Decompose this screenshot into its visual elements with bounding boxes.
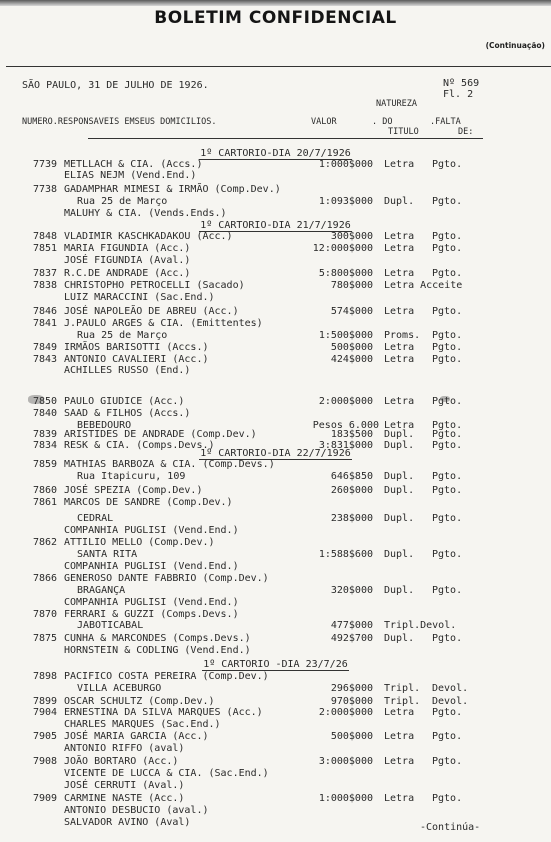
entry-name: ERNESTINA DA SILVA MARQUES (Acc.) xyxy=(64,707,263,718)
entry-number: 7870 xyxy=(33,609,58,620)
table-row xyxy=(0,459,551,471)
entry-name: IRMÃOS BARISOTTI (Accs.) xyxy=(64,342,209,353)
table-row xyxy=(0,440,551,452)
entry-name: Rua 25 de Março xyxy=(77,330,168,341)
entry-reason: Pgto. xyxy=(432,731,463,742)
entry-number: 7899 xyxy=(33,696,58,707)
entry-reason: Devol. xyxy=(432,696,469,707)
document-title: BOLETIM CONFIDENCIAL xyxy=(154,8,397,28)
entry-name: CHRISTOPHO PETROCELLI (Sacado) xyxy=(64,280,245,291)
entry-name: VLADIMIR KASCHKADAKOU (Acc.) xyxy=(64,231,233,242)
entry-title-type: Dupl. xyxy=(384,585,415,596)
entry-name: ANTONIO DESBUCIO (aval.) xyxy=(64,805,209,816)
table-row xyxy=(0,243,551,255)
entry-number: 7898 xyxy=(33,671,58,682)
table-row xyxy=(0,497,551,509)
entry-name: BRAGANÇA xyxy=(77,585,126,596)
entry-number: 7909 xyxy=(33,793,58,804)
entry-name: JOSÉ FIGUNDIA (Aval.) xyxy=(64,255,191,266)
entry-name: CHARLES MARQUES (Sac.End.) xyxy=(64,719,221,730)
table-row xyxy=(0,645,551,657)
entry-reason: Pgto. xyxy=(432,440,463,451)
entry-number: 7840 xyxy=(33,408,58,419)
entry-name: CUNHA & MARCONDES (Comps.Devs.) xyxy=(64,633,251,644)
entry-title-type: Tripl.Devol. xyxy=(384,620,457,631)
section-header-text: 1º CARTORIO-DIA 20/7/1926 xyxy=(200,148,351,159)
document-number xyxy=(443,78,479,100)
entry-value: 300$000 xyxy=(330,231,373,242)
entry-name: SANTA RITA xyxy=(77,549,138,560)
columns-divider xyxy=(88,138,483,139)
table-row xyxy=(0,525,551,537)
entry-reason: Pgto. xyxy=(432,330,463,341)
entry-value: 646$850 xyxy=(330,471,373,482)
entry-value: 2:000$000 xyxy=(318,396,373,407)
scan-edge xyxy=(0,0,551,6)
continuation-label: (Continuação) xyxy=(485,41,545,50)
entry-title-type: Letra xyxy=(384,731,415,742)
table-row xyxy=(0,184,551,196)
entry-reason: Pgto. xyxy=(432,549,463,560)
table-row xyxy=(0,671,551,683)
header-divider xyxy=(6,66,551,67)
entry-value: 320$000 xyxy=(330,585,373,596)
entry-title-type: Tripl. xyxy=(384,683,421,694)
table-row xyxy=(0,292,551,304)
entry-value: 1:093$000 xyxy=(318,196,373,207)
entry-value: 970$000 xyxy=(330,696,373,707)
entry-value: 1:000$000 xyxy=(318,793,373,804)
entry-name: JOÃO BORTARO (Acc.) xyxy=(64,756,179,767)
table-row xyxy=(0,471,551,483)
entry-title-type: Letra xyxy=(384,306,415,317)
entry-name: ATTILIO MELLO (Comp.Dev.) xyxy=(64,537,215,548)
entry-title-type: Letra xyxy=(384,243,415,254)
entry-name: MARCOS DE SANDRE (Comp.Dev.) xyxy=(64,497,233,508)
entry-number: 7739 xyxy=(33,159,58,170)
entry-value: 238$000 xyxy=(330,513,373,524)
table-row xyxy=(0,743,551,755)
entry-name: JABOTICABAL xyxy=(77,620,144,631)
entry-name: BEBEDOURO xyxy=(77,420,132,431)
entry-title-type: Letra xyxy=(384,354,415,365)
bulletin-number: Nº 569 xyxy=(443,78,480,89)
entry-number: 7904 xyxy=(33,707,58,718)
entry-number: 7851 xyxy=(33,243,58,254)
table-row xyxy=(0,633,551,645)
entry-number: 7839 xyxy=(33,429,58,440)
entry-title-type: Letra xyxy=(384,159,415,170)
table-row xyxy=(0,731,551,743)
table-row xyxy=(0,793,551,805)
table-row xyxy=(0,231,551,243)
entry-name: PACIFICO COSTA PEREIRA (Comp.Dev.) xyxy=(64,671,269,682)
entry-value: 3:000$000 xyxy=(318,756,373,767)
table-row xyxy=(0,805,551,817)
entry-title-type: Dupl. xyxy=(384,440,415,451)
table-row xyxy=(0,585,551,597)
entry-number: 7849 xyxy=(33,342,58,353)
entry-reason: Pgto. xyxy=(432,420,463,431)
entry-name: VICENTE DE LUCCA & CIA. (Sac.End.) xyxy=(64,768,269,779)
entry-reason: Pgto. xyxy=(432,585,463,596)
entry-name: HORNSTEIN & CODLING (Vend.End.) xyxy=(64,645,251,656)
entry-reason: Pgto. xyxy=(432,793,463,804)
col-numero-responsaveis: NUMERO.RESPONSAVEIS EMSEUS DOMICILIOS. xyxy=(22,117,217,127)
entry-reason: Pgto. xyxy=(432,485,463,496)
entry-value: 574$000 xyxy=(330,306,373,317)
section-header-text: 1º CARTORIO-DIA 22/7/1926 xyxy=(200,448,351,459)
entry-reason: Pgto. xyxy=(432,306,463,317)
entry-reason: Pgto. xyxy=(432,633,463,644)
table-row xyxy=(0,330,551,342)
table-row xyxy=(0,683,551,695)
table-row xyxy=(0,620,551,632)
entry-title-type: Letra xyxy=(384,396,415,407)
section-header-text: 1º CARTORIO-DIA 21/7/1926 xyxy=(200,220,351,231)
entry-number: 7860 xyxy=(33,485,58,496)
entry-name: METLLACH & CIA. (Accs.) xyxy=(64,159,203,170)
entry-value: Pesos 6.000 xyxy=(312,420,379,431)
table-row xyxy=(0,342,551,354)
entry-value: 296$000 xyxy=(330,683,373,694)
entry-number: 7837 xyxy=(33,268,58,279)
ink-smudge xyxy=(440,396,450,402)
entry-name: JOSÉ SPEZIA (Comp.Dev.) xyxy=(64,485,203,496)
entry-name: OSCAR SCHULTZ (Comp.Dev.) xyxy=(64,696,215,707)
entry-name: J.PAULO ARGES & CIA. (Emittentes) xyxy=(64,318,263,329)
entry-name: ELIAS NEJM (Vend.End.) xyxy=(64,170,197,181)
entry-number: 7905 xyxy=(33,731,58,742)
entry-number: 7908 xyxy=(33,756,58,767)
table-row xyxy=(0,719,551,731)
col-natureza-1: NATUREZA xyxy=(376,99,417,109)
col-natureza-2: . DO xyxy=(372,117,393,127)
entry-name: COMPANHIA PUGLISI (Vend.End.) xyxy=(64,525,239,536)
table-row xyxy=(0,707,551,719)
entry-title-type: Letra xyxy=(384,793,415,804)
entry-title-type: Letra xyxy=(384,342,415,353)
entry-reason: Pgto. xyxy=(432,513,463,524)
table-row xyxy=(0,365,551,377)
section-header-text: 1º CARTORIO -DIA 23/7/26 xyxy=(203,659,348,670)
table-row xyxy=(0,485,551,497)
entry-value: 780$000 xyxy=(330,280,373,291)
entry-reason: Pgto. xyxy=(432,243,463,254)
entry-name: SAAD & FILHOS (Accs.) xyxy=(64,408,191,419)
entry-number: 7846 xyxy=(33,306,58,317)
entry-value: 260$000 xyxy=(330,485,373,496)
entry-name: R.C.DE ANDRADE (Acc.) xyxy=(64,268,191,279)
table-row xyxy=(0,255,551,267)
entry-number: 7841 xyxy=(33,318,58,329)
entry-title-type: Letra xyxy=(384,231,415,242)
entry-value: 424$000 xyxy=(330,354,373,365)
entry-title-type: Dupl. xyxy=(384,549,415,560)
entry-title-type: Proms. xyxy=(384,330,421,341)
table-row xyxy=(0,513,551,525)
table-row xyxy=(0,537,551,549)
entry-name: PAULO GIUDICE (Acc.) xyxy=(64,396,185,407)
entry-name: MATHIAS BARBOZA & CIA. (Comp.Devs.) xyxy=(64,459,275,470)
table-row xyxy=(0,597,551,609)
entry-reason: Pgto. xyxy=(432,196,463,207)
table-row xyxy=(0,408,551,420)
entry-name: CEDRAL xyxy=(77,513,114,524)
entry-name: FERRARI & GUZZI (Comps.Devs.) xyxy=(64,609,239,620)
entry-number: 7848 xyxy=(33,231,58,242)
entry-title-type: Letra xyxy=(384,707,415,718)
col-valor: VALOR xyxy=(311,117,337,127)
entry-value: 1:500$000 xyxy=(318,330,373,341)
entry-title-type: Letra xyxy=(384,268,415,279)
entry-title-type: Letra xyxy=(384,420,415,431)
entry-value: 1:588$600 xyxy=(318,549,373,560)
entry-name: LUIZ MARACCINI (Sac.End.) xyxy=(64,292,215,303)
table-row xyxy=(0,573,551,585)
entry-value: 1:000$000 xyxy=(318,159,373,170)
entry-title-type: Tripl. xyxy=(384,696,421,707)
col-natureza-3: TITULO xyxy=(388,127,419,137)
table-row xyxy=(0,561,551,573)
entry-name: SALVADOR AVINO (Aval) xyxy=(64,817,191,828)
entry-value: 12:000$000 xyxy=(312,243,373,254)
entry-number: 7875 xyxy=(33,633,58,644)
entry-value: 183$500 xyxy=(330,429,373,440)
entry-title-type: Dupl. xyxy=(384,429,415,440)
date-line: SÃO PAULO, 31 DE JULHO DE 1926. xyxy=(22,80,209,91)
entry-reason: Devol. xyxy=(432,683,469,694)
col-falta-1: .FALTA xyxy=(430,117,461,127)
table-row xyxy=(0,196,551,208)
entry-value: 477$000 xyxy=(330,620,373,631)
entry-name: MARIA FIGUNDIA (Acc.) xyxy=(64,243,191,254)
entry-name: JOSÉ CERRUTI (Aval.) xyxy=(64,780,185,791)
table-row xyxy=(0,768,551,780)
table-row xyxy=(0,306,551,318)
entry-title-type: Dupl. xyxy=(384,471,415,482)
entry-number: 7838 xyxy=(33,280,58,291)
ink-smudge xyxy=(28,395,44,404)
entry-title-type: Dupl. xyxy=(384,485,415,496)
entry-number: 7834 xyxy=(33,440,58,451)
entry-title-type: Dupl. xyxy=(384,633,415,644)
entry-name: VILLA ACEBURGO xyxy=(77,683,162,694)
entry-name: JOSÉ NAPOLEÃO DE ABREU (Acc.) xyxy=(64,306,239,317)
entry-number: 7866 xyxy=(33,573,58,584)
entry-reason: Pgto. xyxy=(432,342,463,353)
table-row xyxy=(0,756,551,768)
entry-number: 7862 xyxy=(33,537,58,548)
entry-name: ARISTIDES DE ANDRADE (Comp.Dev.) xyxy=(64,429,257,440)
entry-name: Rua Itapicuru, 109 xyxy=(77,471,186,482)
entry-reason: Pgto. xyxy=(432,159,463,170)
table-row xyxy=(0,780,551,792)
entry-name: CARMINE NASTE (Acc.) xyxy=(64,793,185,804)
entry-number: 7859 xyxy=(33,459,58,470)
entry-name: COMPANHIA PUGLISI (Vend.End.) xyxy=(64,561,239,572)
entry-reason: Pgto. xyxy=(432,268,463,279)
entry-reason: Pgto. xyxy=(432,231,463,242)
table-row xyxy=(0,280,551,292)
entry-value: 2:000$000 xyxy=(318,707,373,718)
entry-value: 500$000 xyxy=(330,731,373,742)
entry-number: 7843 xyxy=(33,354,58,365)
entry-reason: Pgto. xyxy=(432,707,463,718)
entry-name: ANTONIO CAVALIERI (Acc.) xyxy=(64,354,209,365)
entry-name: GENEROSO DANTE FABBRIO (Comp.Dev.) xyxy=(64,573,269,584)
entry-reason: Pgto. xyxy=(432,354,463,365)
entry-reason: Pgto. xyxy=(432,471,463,482)
entry-title-type: Letra xyxy=(384,756,415,767)
table-row xyxy=(0,549,551,561)
table-row xyxy=(0,170,551,182)
entry-value: 492$700 xyxy=(330,633,373,644)
table-row xyxy=(0,396,551,408)
entry-name: Rua 25 de Março xyxy=(77,196,168,207)
table-row xyxy=(0,318,551,330)
entry-title-type: Letra Acceite xyxy=(384,280,463,291)
entry-number: 7850 xyxy=(33,396,58,407)
entry-title-type: Dupl. xyxy=(384,196,415,207)
sheet-number: Fl. 2 xyxy=(443,89,474,100)
entry-value: 3:831$000 xyxy=(318,440,373,451)
entry-name: ANTONIO RIFFO (aval) xyxy=(64,743,185,754)
entry-name: COMPANHIA PUGLISI (Vend.End.) xyxy=(64,597,239,608)
entry-name: GADAMPHAR MIMESI & IRMÃO (Comp.Dev.) xyxy=(64,184,281,195)
section-header xyxy=(0,659,551,671)
entry-name: RESK & CIA. (Comps.Devs.) xyxy=(64,440,215,451)
entry-number: 7861 xyxy=(33,497,58,508)
entry-value: 500$000 xyxy=(330,342,373,353)
entry-name: MALUHY & CIA. (Vends.Ends.) xyxy=(64,208,227,219)
entry-reason: Pgto. xyxy=(432,756,463,767)
entry-title-type: Dupl. xyxy=(384,513,415,524)
table-row xyxy=(0,268,551,280)
entry-value: 5:800$000 xyxy=(318,268,373,279)
entry-number: 7738 xyxy=(33,184,58,195)
entry-reason: Pgto. xyxy=(432,429,463,440)
entry-name: JOSÉ MARIA GARCIA (Acc.) xyxy=(64,731,209,742)
entry-reason: Pgto. xyxy=(432,396,463,407)
entry-name: ACHILLES RUSSO (End.) xyxy=(64,365,191,376)
continues-label: -Continúa- xyxy=(420,822,481,833)
table-row xyxy=(0,208,551,220)
col-falta-2: DE: xyxy=(458,127,474,137)
